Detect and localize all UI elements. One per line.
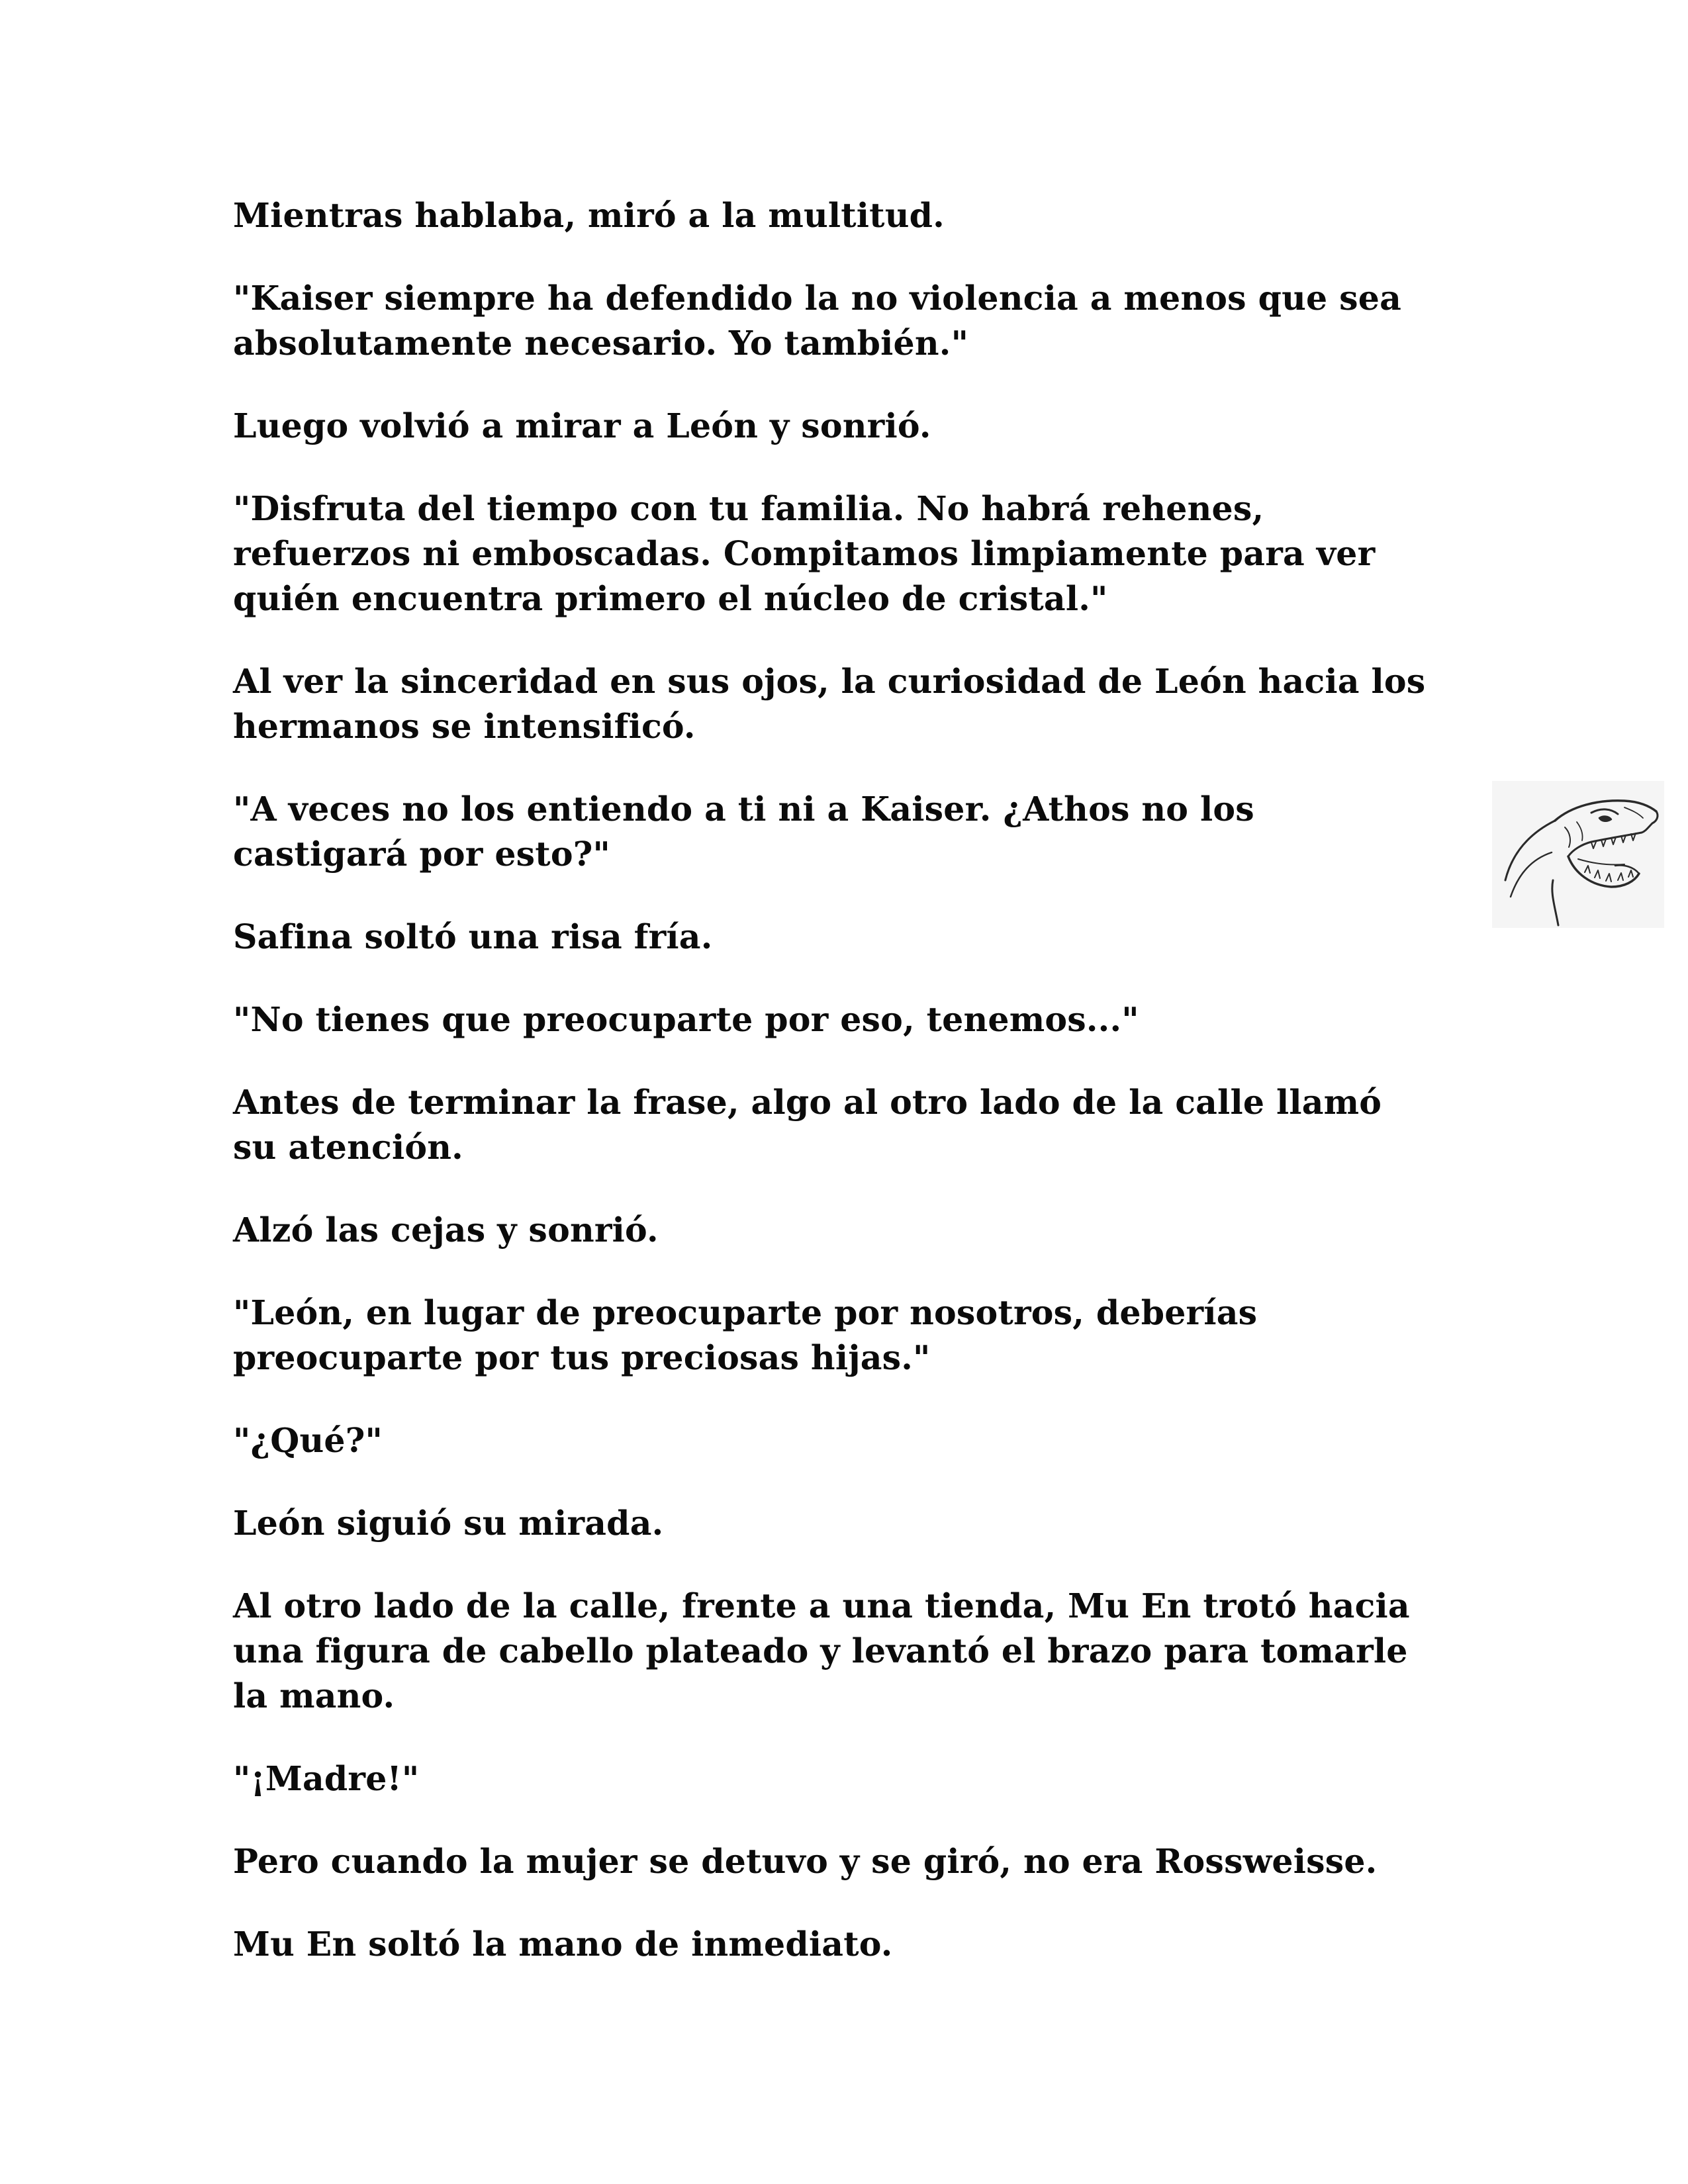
- paragraph: "¿Qué?": [233, 1421, 383, 1460]
- paragraph: Luego volvió a mirar a León y sonrió.: [233, 406, 931, 445]
- paragraph: "A veces no los entiendo a ti ni a Kaiser. ¿Athos no los castigará por esto?": [233, 790, 1254, 874]
- paragraph: Al ver la sinceridad en sus ojos, la curiosidad de León hacia los hermanos se intensificó.: [233, 662, 1426, 746]
- paragraph: Mientras hablaba, miró a la multitud.: [233, 196, 945, 235]
- paragraph: Al otro lado de la calle, frente a una tienda, Mu En trotó hacia una figura de cabello plateado y levantó el brazo para tomarle la mano.: [233, 1586, 1410, 1715]
- paragraph: Antes de terminar la frase, algo al otro lado de la calle llamó su atención.: [233, 1083, 1382, 1167]
- paragraph: Safina soltó una risa fría.: [233, 917, 713, 956]
- paragraph: León siguió su mirada.: [233, 1504, 664, 1543]
- paragraph: "Kaiser siempre ha defendido la no violencia a menos que sea absolutamente necesario. Yo también.": [233, 279, 1402, 363]
- paragraph: Alzó las cejas y sonrió.: [233, 1210, 659, 1250]
- body-text: [233, 193, 1471, 2005]
- paragraph: "¡Madre!": [233, 1759, 420, 1798]
- paragraph: "No tienes que preocuparte por eso, tenemos...": [233, 1000, 1139, 1039]
- paragraph: "León, en lugar de preocuparte por nosotros, deberías preocuparte por tus preciosas hijas.": [233, 1293, 1258, 1377]
- dinosaur-head-sketch-icon: [1492, 781, 1664, 928]
- paragraph: Pero cuando la mujer se detuvo y se giró, no era Rossweisse.: [233, 1842, 1378, 1881]
- paragraph: "Disfruta del tiempo con tu familia. No habrá rehenes, refuerzos ni emboscadas. Compitamos limpiamente para ver quién encuentra primero el núcleo de cristal.": [233, 489, 1376, 618]
- paragraph: Mu En soltó la mano de inmediato.: [233, 1925, 893, 1964]
